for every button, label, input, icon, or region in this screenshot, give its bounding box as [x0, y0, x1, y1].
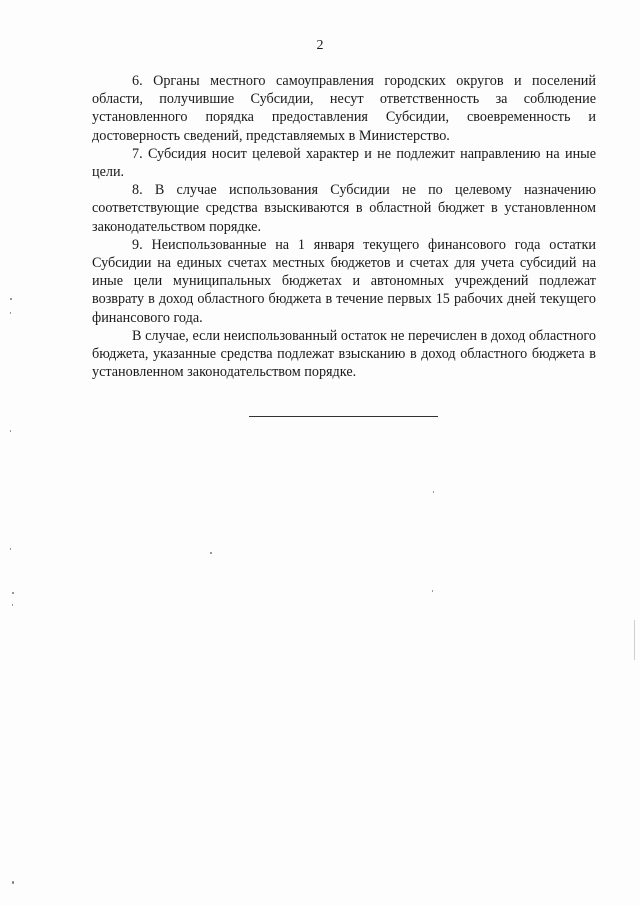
- scan-speck: [10, 548, 11, 550]
- scan-speck: [10, 312, 11, 314]
- paragraph-6: 6. Органы местного самоуправления городских округов и поселений области, получившие Субсидии, несут ответственность за соблюдение установленного порядка предоставления Субсидии, своевременность и достоверность сведений, представляемых в Министерство.: [92, 73, 596, 144]
- end-divider-line: [249, 416, 438, 417]
- scan-speck: [12, 592, 14, 594]
- paragraph-9: 9. Неиспользованные на 1 января текущего финансового года остатки Субсидии на единых счетах местных бюджетов и счетах для учета субсидий на иные цели муниципальных бюджетах и автономных учреждений подлежат возврату в доход областного бюджета в течение первых 15 рабочих дней текущего финансового года.: [92, 236, 596, 326]
- scan-speck: [210, 552, 212, 554]
- paragraph-9-continuation: В случае, если неиспользованный остаток не перечислен в доход областного бюджета, указанные средства подлежат взысканию в доход областного бюджета в установленном законодательством порядке.: [92, 327, 596, 381]
- scan-speck: [10, 430, 11, 432]
- scan-speck: [12, 604, 13, 606]
- scan-speck: [12, 881, 14, 884]
- page-number: 2: [316, 38, 324, 53]
- paragraph-7: 7. Субсидия носит целевой характер и не подлежит направлению на иные цели.: [92, 145, 596, 181]
- paragraph-8: 8. В случае использования Субсидии не по целевому назначению соответствующие средства взыскиваются в областной бюджет в установленном законодательством порядке.: [92, 182, 596, 235]
- scan-speck: [634, 620, 635, 660]
- scan-speck: [432, 590, 433, 592]
- scan-speck: [433, 491, 434, 493]
- document-body: [92, 72, 596, 381]
- scan-speck: [10, 298, 12, 300]
